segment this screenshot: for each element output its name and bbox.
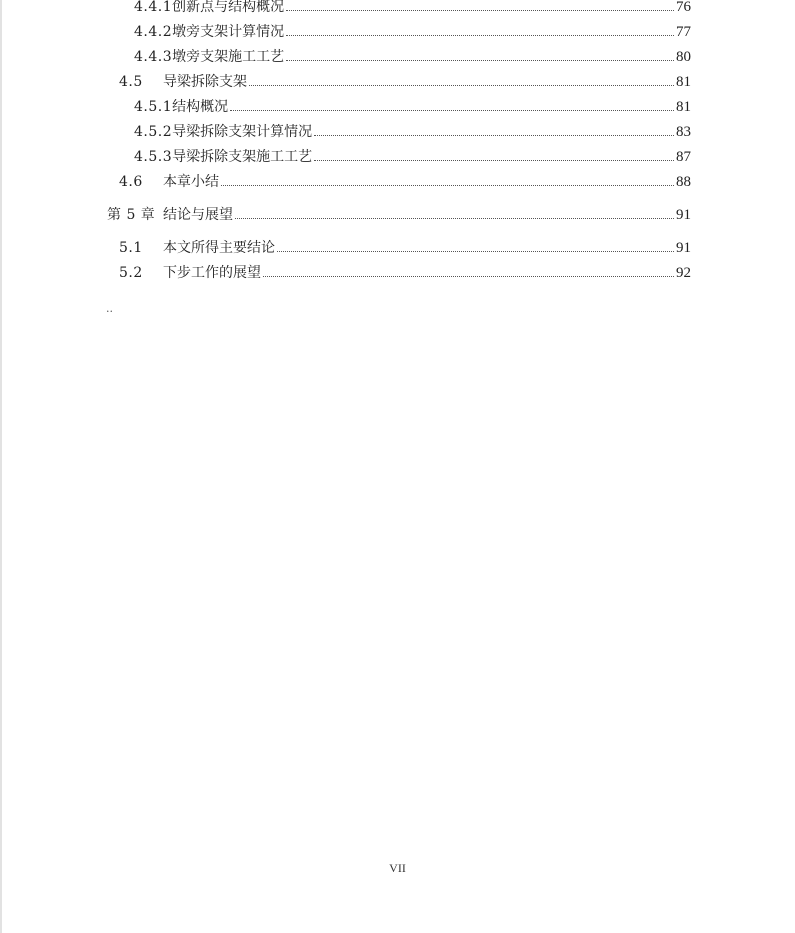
toc-entry-title: 创新点与结构概况 bbox=[172, 0, 285, 15]
toc-dot-leader bbox=[314, 159, 674, 161]
toc-entry-number: 4.5.3 bbox=[134, 149, 173, 165]
toc-entry-5-1[interactable] bbox=[119, 239, 691, 257]
toc-entry-page: 77 bbox=[676, 24, 691, 40]
page-number: VII bbox=[389, 861, 406, 875]
stray-mark: .. bbox=[106, 302, 113, 315]
toc-entry-number: 4.4.2 bbox=[134, 24, 173, 40]
toc-entry-chapter-5[interactable] bbox=[107, 206, 691, 224]
toc-entry-title: 导梁拆除支架施工工艺 bbox=[172, 149, 313, 165]
toc-entry-number: 5.1 bbox=[119, 240, 143, 256]
toc-entry-page: 76 bbox=[676, 0, 691, 15]
toc-entry-5-2[interactable] bbox=[119, 264, 691, 282]
toc-entry-4-5[interactable] bbox=[119, 73, 691, 91]
toc-entry-title: 导梁拆除支架计算情况 bbox=[172, 124, 313, 140]
toc-entry-4-4-1[interactable] bbox=[134, 0, 691, 16]
toc-entry-4-5-2[interactable] bbox=[134, 123, 691, 141]
toc-entry-page: 91 bbox=[676, 240, 691, 256]
toc-dot-leader bbox=[221, 184, 674, 186]
toc-dot-leader bbox=[235, 217, 674, 219]
toc-entry-page: 92 bbox=[676, 265, 691, 281]
toc-entry-number: 4.4.1 bbox=[134, 0, 173, 15]
toc-entry-title: 导梁拆除支架 bbox=[163, 74, 247, 90]
toc-entry-4-5-3[interactable] bbox=[134, 148, 691, 166]
toc-entry-4-5-1[interactable] bbox=[134, 98, 691, 116]
toc-entry-title: 本文所得主要结论 bbox=[163, 240, 275, 256]
toc-entry-4-4-2[interactable] bbox=[134, 23, 691, 41]
toc-entry-page: 88 bbox=[676, 174, 691, 190]
toc-dot-leader bbox=[277, 250, 674, 252]
toc-entry-page: 83 bbox=[676, 124, 691, 140]
toc-entry-number: 5.2 bbox=[119, 265, 143, 281]
toc-entry-title: 墩旁支架计算情况 bbox=[172, 24, 285, 40]
toc-entry-4-4-3[interactable] bbox=[134, 48, 691, 66]
toc-dot-leader bbox=[286, 34, 674, 36]
toc-entry-number: 第 5 章 bbox=[107, 207, 156, 223]
toc-entry-title: 本章小结 bbox=[163, 174, 219, 190]
toc-entry-title: 结构概况 bbox=[172, 99, 229, 115]
page-edge bbox=[0, 0, 2, 933]
toc-entry-title: 墩旁支架施工工艺 bbox=[172, 49, 285, 65]
toc-entry-title: 结论与展望 bbox=[163, 207, 233, 223]
toc-entry-title: 下步工作的展望 bbox=[163, 265, 261, 281]
toc-dot-leader bbox=[263, 275, 674, 277]
toc-dot-leader bbox=[286, 59, 674, 61]
toc-entry-number: 4.5 bbox=[119, 74, 143, 90]
toc-dot-leader bbox=[286, 9, 674, 11]
toc-entry-number: 4.5.1 bbox=[134, 99, 173, 115]
toc-entry-number: 4.5.2 bbox=[134, 124, 173, 140]
toc-entry-page: 81 bbox=[676, 99, 691, 115]
toc-dot-leader bbox=[230, 109, 674, 111]
toc-entry-number: 4.4.3 bbox=[134, 49, 173, 65]
toc-dot-leader bbox=[249, 84, 674, 86]
toc-dot-leader bbox=[314, 134, 674, 136]
toc-entry-page: 81 bbox=[676, 74, 691, 90]
toc-entry-page: 80 bbox=[676, 49, 691, 65]
toc-entry-number: 4.6 bbox=[119, 174, 143, 190]
toc-entry-page: 87 bbox=[676, 149, 691, 165]
toc-entry-4-6[interactable] bbox=[119, 173, 691, 191]
toc-entry-page: 91 bbox=[676, 207, 691, 223]
